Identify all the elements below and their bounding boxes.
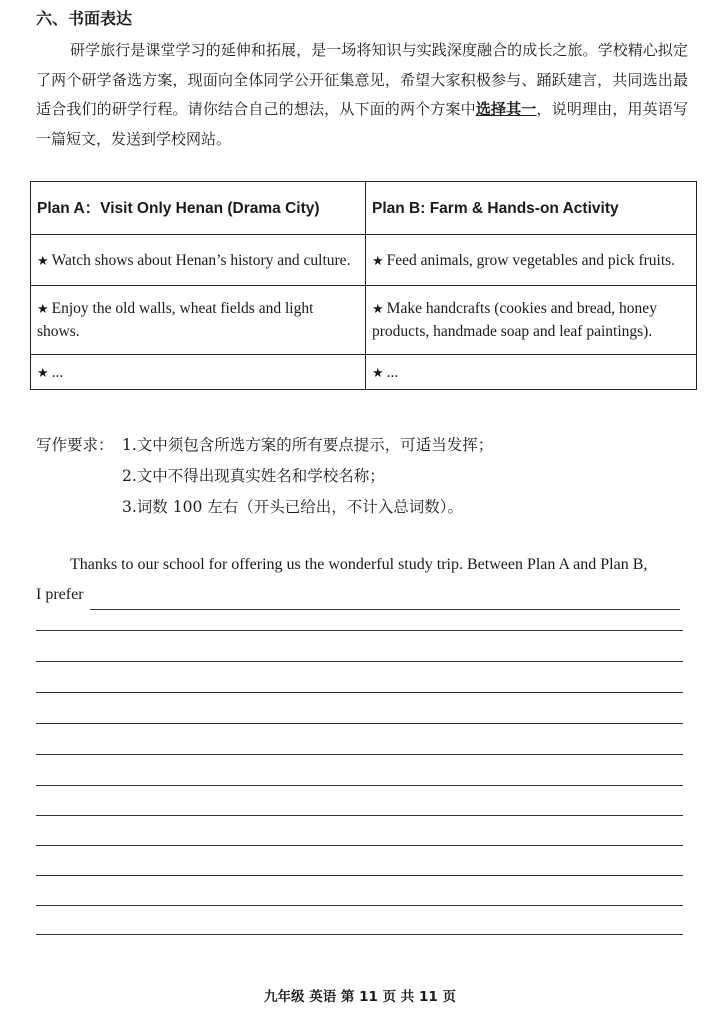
opening-prompt: I prefer [36, 586, 84, 603]
plan-b-point [366, 235, 697, 286]
plan-b-point [366, 286, 697, 355]
answer-line[interactable] [36, 875, 683, 876]
essay-opening [36, 550, 688, 610]
table-row [31, 355, 697, 390]
plan-a-point-text: Enjoy the old walls, wheat fields and light shows. [37, 300, 314, 340]
requirements-label: 写作要求： [36, 436, 114, 454]
plan-a-point [31, 355, 366, 390]
plan-b-header: Plan B: Farm & Hands-on Activity [366, 182, 697, 235]
answer-line[interactable] [36, 754, 683, 755]
answer-line[interactable] [36, 815, 683, 816]
requirement-item: 3.词数 100 左右（开头已给出，不计入总词数）。 [122, 498, 463, 516]
requirement-item: 2.文中不得出现真实姓名和学校名称； [122, 467, 385, 485]
answer-line[interactable] [36, 905, 683, 906]
instructions-text-end: ，说明理由，用英语写一篇短文，发送到学校网站。 [36, 100, 688, 148]
table-row [31, 286, 697, 355]
opening-sentence: Thanks to our school for offering us the wonderful study trip. Between Plan A and Plan B, [70, 556, 648, 573]
star-icon: ★ [37, 301, 49, 316]
answer-line[interactable] [36, 723, 683, 724]
answer-line[interactable] [36, 661, 683, 662]
star-icon: ★ [37, 364, 49, 380]
plan-b-point-text: ... [386, 363, 399, 381]
plan-b-point-text: Make handcrafts (cookies and bread, honey products, handmade soap and leaf paintings). [372, 300, 657, 340]
star-icon: ★ [372, 252, 384, 268]
writing-requirements [36, 430, 493, 523]
page-footer: 九年级 英语 第 11 页 共 11 页 [264, 989, 456, 1005]
plan-a-header: Plan A：Visit Only Henan (Drama City) [31, 182, 366, 235]
star-icon: ★ [372, 364, 384, 380]
star-icon: ★ [37, 252, 49, 268]
requirement-item: 1.文中须包含所选方案的所有要点提示，可适当发挥； [122, 436, 494, 454]
star-icon: ★ [372, 301, 384, 316]
plan-b-point [366, 355, 697, 390]
instructions-text: 研学旅行是课堂学习的延伸和拓展，是一场将知识与实践深度融合的成长之旅。学校精心拟定了两个研学备选方案，现面向全体同学公开征集意见，希望大家积极参与、踊跃建言，共同选出最适合我们的研学行程。请你结合自己的想法，从下面的两个方案中 [36, 41, 688, 118]
answer-line[interactable] [36, 845, 683, 846]
answer-line[interactable] [36, 785, 683, 786]
instructions-emphasis: 选择其一 [475, 100, 537, 118]
answer-line[interactable] [36, 692, 683, 693]
table-row [31, 235, 697, 286]
section-title: 六、书面表达 [36, 9, 133, 28]
plans-table [30, 181, 697, 390]
plan-a-point-text: Watch shows about Henan’s history and culture. [51, 251, 351, 269]
plan-a-point-text: ... [51, 363, 64, 381]
plan-a-point [31, 286, 366, 355]
answer-line[interactable] [36, 630, 683, 631]
answer-line[interactable] [36, 934, 683, 935]
plan-b-point-text: Feed animals, grow vegetables and pick fruits. [386, 251, 676, 269]
plan-a-point [31, 235, 366, 286]
answer-line[interactable] [90, 587, 680, 610]
task-instructions [36, 36, 688, 154]
